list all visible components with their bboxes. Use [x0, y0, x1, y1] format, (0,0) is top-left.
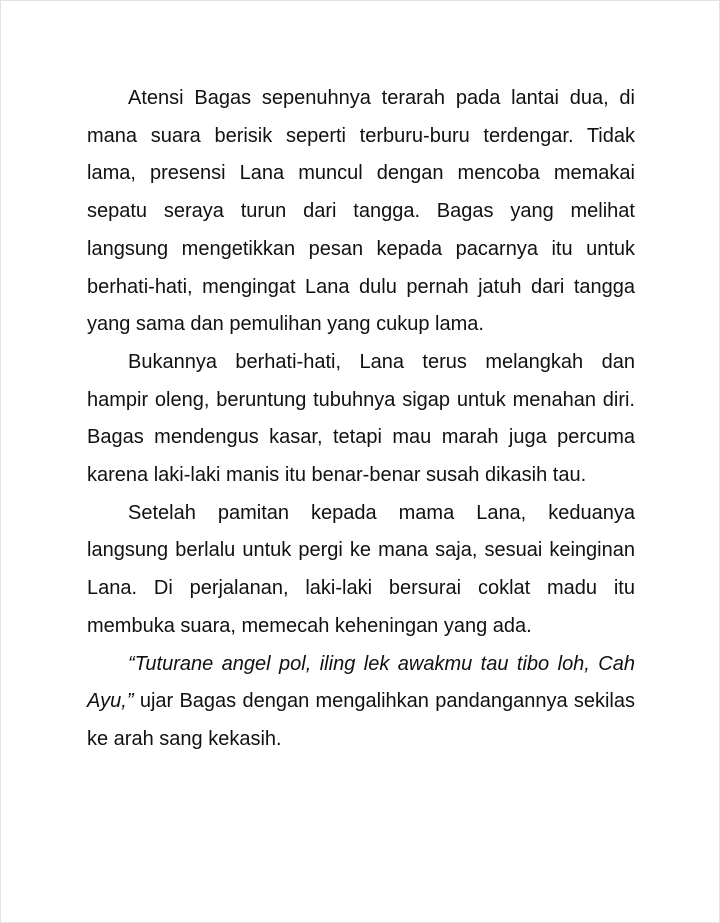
paragraph-1: Atensi Bagas sepenuhnya terarah pada lantai dua, di mana suara berisik seperti terburu-buru terdengar. Tidak lama, presensi Lana muncul dengan mencoba memakai sepatu seraya turun dari tangga. Bagas yang melihat langsung mengetikkan pesan kepada pacarnya itu untuk berhati-hati, mengingat Lana dulu pernah jatuh dari tangga yang sama dan pemulihan yang cukup lama. — [87, 87, 635, 336]
paragraph-2: Bukannya berhati-hati, Lana terus melangkah dan hampir oleng, beruntung tubuhnya sigap untuk menahan diri. Bagas mendengus kasar, tetapi mau marah juga percuma karena laki-laki manis itu benar-benar susah dikasih tau. — [87, 350, 635, 487]
dialogue-quote: “Tuturane angel pol, iling lek awakmu tau tibo loh, Cah Ayu,” — [87, 652, 635, 713]
document-page — [87, 80, 635, 759]
dialogue-narration: ujar Bagas dengan mengalihkan pandangannya sekilas ke arah sang kekasih. — [87, 690, 635, 750]
paragraph-4 — [87, 646, 635, 759]
paragraph-3: Setelah pamitan kepada mama Lana, keduanya langsung berlalu untuk pergi ke mana saja, sesuai keinginan Lana. Di perjalanan, laki-laki bersurai coklat madu itu membuka suara, memecah keheningan yang ada. — [87, 501, 635, 637]
